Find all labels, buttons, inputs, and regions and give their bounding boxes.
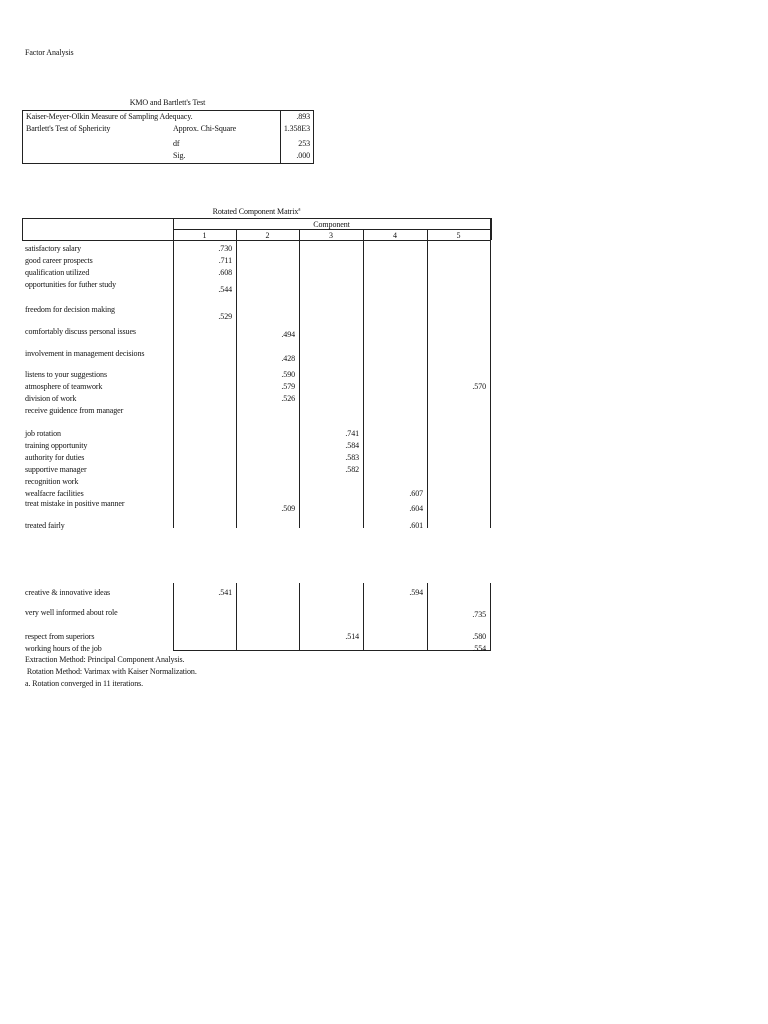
- matrix-row-label: very well informed about role: [25, 608, 118, 617]
- matrix-loading-value: .741: [345, 429, 359, 438]
- matrix-loading-value: .580: [472, 632, 486, 641]
- matrix-loading-value: .526: [281, 394, 295, 403]
- matrix-caption: [22, 207, 491, 216]
- matrix-row-label: division of work: [25, 394, 77, 403]
- matrix-loading-value: .514: [345, 632, 359, 641]
- matrix-loading-value: .509: [281, 504, 295, 513]
- matrix-loading-value: .590: [281, 370, 295, 379]
- kmo-row-sublabel: df: [173, 139, 180, 148]
- component-number: 1: [202, 231, 207, 240]
- matrix-caption-footnote-mark: a: [298, 207, 301, 213]
- component-number: 4: [393, 231, 397, 240]
- matrix-row-label: comfortably discuss personal issues: [25, 327, 136, 336]
- matrix-row-label: involvement in management decisions: [25, 349, 145, 358]
- kmo-row: [23, 123, 313, 135]
- matrix-row-label: satisfactory salary: [25, 244, 82, 253]
- kmo-row-sublabel: Approx. Chi-Square: [173, 124, 237, 133]
- kmo-row-sublabel: Sig.: [173, 151, 186, 160]
- matrix-row-label: respect from superiors: [25, 632, 95, 641]
- matrix-loading-value: .428: [281, 354, 295, 363]
- matrix-loading-value: .601: [409, 521, 423, 530]
- matrix-row-label: authority for duties: [25, 453, 85, 462]
- kmo-row-label: Kaiser-Meyer-Olkin Measure of Sampling Adequacy.: [26, 112, 193, 121]
- page-title: Factor Analysis: [25, 48, 74, 57]
- matrix-loading-value: .570: [472, 382, 486, 391]
- matrix-column-rule: [236, 583, 237, 650]
- matrix-header-rule: [173, 229, 491, 230]
- matrix-loading-value: .604: [409, 504, 423, 513]
- matrix-loading-value: .579: [281, 382, 295, 391]
- kmo-row-value: .000: [296, 151, 310, 160]
- matrix-row-label: creative & innovative ideas: [25, 588, 111, 597]
- matrix-loading-value: .494: [281, 330, 295, 339]
- kmo-row-value: 253: [298, 139, 310, 148]
- kmo-row: [23, 111, 313, 123]
- matrix-loading-value: .529: [218, 312, 232, 321]
- matrix-column-rule: [427, 229, 428, 528]
- matrix-row-label: opportunities for futher study: [25, 280, 116, 289]
- matrix-row-label: recognition work: [25, 477, 79, 486]
- matrix-loading-value: .541: [218, 588, 232, 597]
- kmo-table: [22, 110, 314, 164]
- kmo-row: [23, 138, 313, 150]
- matrix-row-label: training opportunity: [25, 441, 88, 450]
- matrix-column-rule: [363, 229, 364, 528]
- matrix-row-label: job rotation: [25, 429, 61, 438]
- matrix-row-label: receive guidence from manager: [25, 406, 124, 415]
- kmo-row-value: .893: [296, 112, 310, 121]
- matrix-row-label: freedom for decision making: [25, 305, 115, 314]
- matrix-row-label: supportive manager: [25, 465, 87, 474]
- matrix-column-rule: [490, 583, 491, 650]
- matrix-footnote: Rotation Method: Varimax with Kaiser Normalization.: [25, 667, 197, 676]
- matrix-row-label: listens to your suggestions: [25, 370, 107, 379]
- matrix-loading-value: .607: [409, 489, 423, 498]
- matrix-header-rule: [22, 240, 491, 241]
- matrix-loading-value: .554: [472, 644, 486, 653]
- matrix-loading-value: .735: [472, 610, 486, 619]
- matrix-loading-value: .711: [218, 256, 232, 265]
- kmo-row: [23, 150, 313, 162]
- component-header: Component: [313, 220, 350, 229]
- kmo-row-label: Bartlett's Test of Sphericity: [26, 124, 111, 133]
- matrix-row-label: atmosphere of teamwork: [25, 382, 103, 391]
- matrix-row-label: qualification utilized: [25, 268, 90, 277]
- component-number: 3: [329, 231, 333, 240]
- matrix-caption-text: Rotated Component Matrix: [212, 207, 299, 216]
- component-number: 5: [456, 231, 461, 240]
- component-number: 2: [265, 231, 270, 240]
- matrix-column-rule: [299, 229, 300, 528]
- matrix-footnote: Extraction Method: Principal Component Analysis.: [25, 655, 185, 664]
- matrix-row-label: treated fairly: [25, 521, 65, 530]
- matrix-loading-value: .730: [218, 244, 232, 253]
- matrix-loading-value: .594: [409, 588, 423, 597]
- kmo-table-caption: KMO and Bartlett's Test: [129, 98, 206, 107]
- matrix-row-label: wealfacre facilities: [25, 489, 84, 498]
- matrix-loading-value: .544: [218, 285, 232, 294]
- matrix-loading-value: .583: [345, 453, 359, 462]
- matrix-loading-value: .582: [345, 465, 359, 474]
- matrix-column-rule: [490, 218, 491, 528]
- matrix-loading-value: .584: [345, 441, 359, 450]
- matrix-row-label: treat mistake in positive manner: [25, 499, 125, 508]
- matrix-loading-value: .608: [218, 268, 232, 277]
- kmo-row-value: 1.358E3: [283, 124, 310, 133]
- matrix-footnote: a. Rotation converged in 11 iterations.: [25, 679, 144, 688]
- matrix-row-label: working hours of the job: [25, 644, 102, 653]
- matrix-row-label: good career prospects: [25, 256, 93, 265]
